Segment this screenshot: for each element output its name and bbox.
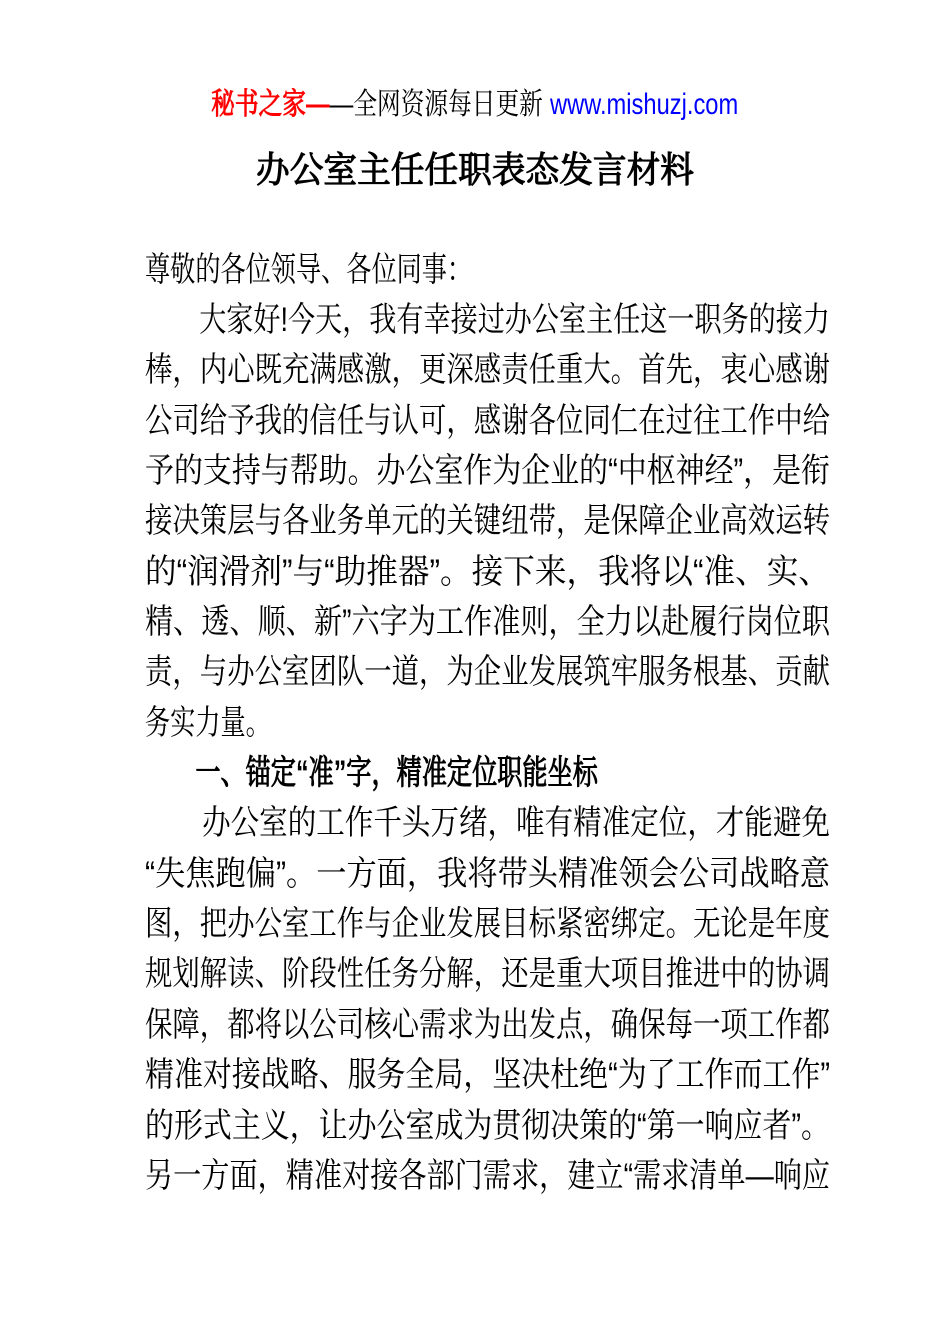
- line-text: 图，把办公室工作与企业发展目标紧密绑定。无论是年度: [145, 905, 831, 944]
- body-line: [145, 694, 830, 744]
- site-url-link[interactable]: www.mishuzj.com: [550, 88, 739, 121]
- line-text: “失焦跑偏”。一方面，我将带头精准领会公司战略意: [145, 854, 831, 893]
- title-row: [0, 146, 950, 188]
- line-text: 一、锚定“准”字，精准定位职能坐标: [145, 754, 598, 793]
- site-header-line: [211, 79, 738, 123]
- body-line: [145, 543, 830, 593]
- line-text: 大家好!今天，我有幸接过办公室主任这一职务的接力: [145, 301, 830, 340]
- body-line: [145, 996, 830, 1046]
- body-line: [145, 342, 830, 392]
- line-text: 另一方面，精准对接各部门需求，建立“需求清单—响应: [145, 1156, 831, 1195]
- line-text: 精准对接战略、服务全局，坚决杜绝“为了工作而工作”: [145, 1056, 831, 1095]
- line-text: 接决策层与各业务单元的关键纽带，是保障企业高效运转: [145, 502, 831, 541]
- body-line: [145, 493, 830, 543]
- line-text: 务实力量。: [145, 703, 271, 742]
- body-line: [145, 241, 830, 291]
- body-line: [145, 845, 830, 895]
- body-line: [145, 946, 830, 996]
- line-text: 尊敬的各位领导、各位同事：: [145, 250, 473, 289]
- section-heading: [145, 744, 830, 794]
- site-header: [0, 84, 950, 121]
- line-text: 的形式主义，让办公室成为贯彻决策的“第一响应者”。: [145, 1106, 831, 1145]
- body-line: [145, 442, 830, 492]
- line-text: 公司给予我的信任与认可，感谢各位同仁在过往工作中给: [145, 401, 831, 440]
- line-text: 责，与办公室团队一道，为企业发展筑牢服务根基、贡献: [145, 653, 831, 692]
- line-text: 办公室的工作千头万绪，唯有精准定位，才能避免: [145, 804, 831, 843]
- line-text: 的“润滑剂”与“助推器”。接下来，我将以“准、实、: [145, 552, 830, 591]
- body-line: [145, 1097, 830, 1147]
- body-line: [145, 1147, 830, 1197]
- body-line: [145, 795, 830, 845]
- line-text: 规划解读、阶段性任务分解，还是重大项目推进中的协调: [145, 955, 831, 994]
- body-line: [145, 1047, 830, 1097]
- body-line: [145, 593, 830, 643]
- body-line: [145, 895, 830, 945]
- document-title: 办公室主任任职表态发言材料: [255, 148, 695, 190]
- line-text: 棒，内心既充满感激，更深感责任重大。首先，衷心感谢: [145, 351, 831, 390]
- body-line: [145, 644, 830, 694]
- line-text: 保障，都将以公司核心需求为出发点，确保每一项工作都: [145, 1005, 831, 1044]
- site-tagline-text: —全网资源每日更新: [329, 88, 544, 121]
- line-text: 精、透、顺、新”六字为工作准则，全力以赴履行岗位职: [145, 603, 831, 642]
- site-brand-text: 秘书之家—: [211, 88, 330, 121]
- body-line: [145, 291, 830, 341]
- document-body: [145, 241, 830, 1198]
- body-line: [145, 392, 830, 442]
- line-text: 予的支持与帮助。办公室作为企业的“中枢神经”，是衔: [145, 452, 831, 491]
